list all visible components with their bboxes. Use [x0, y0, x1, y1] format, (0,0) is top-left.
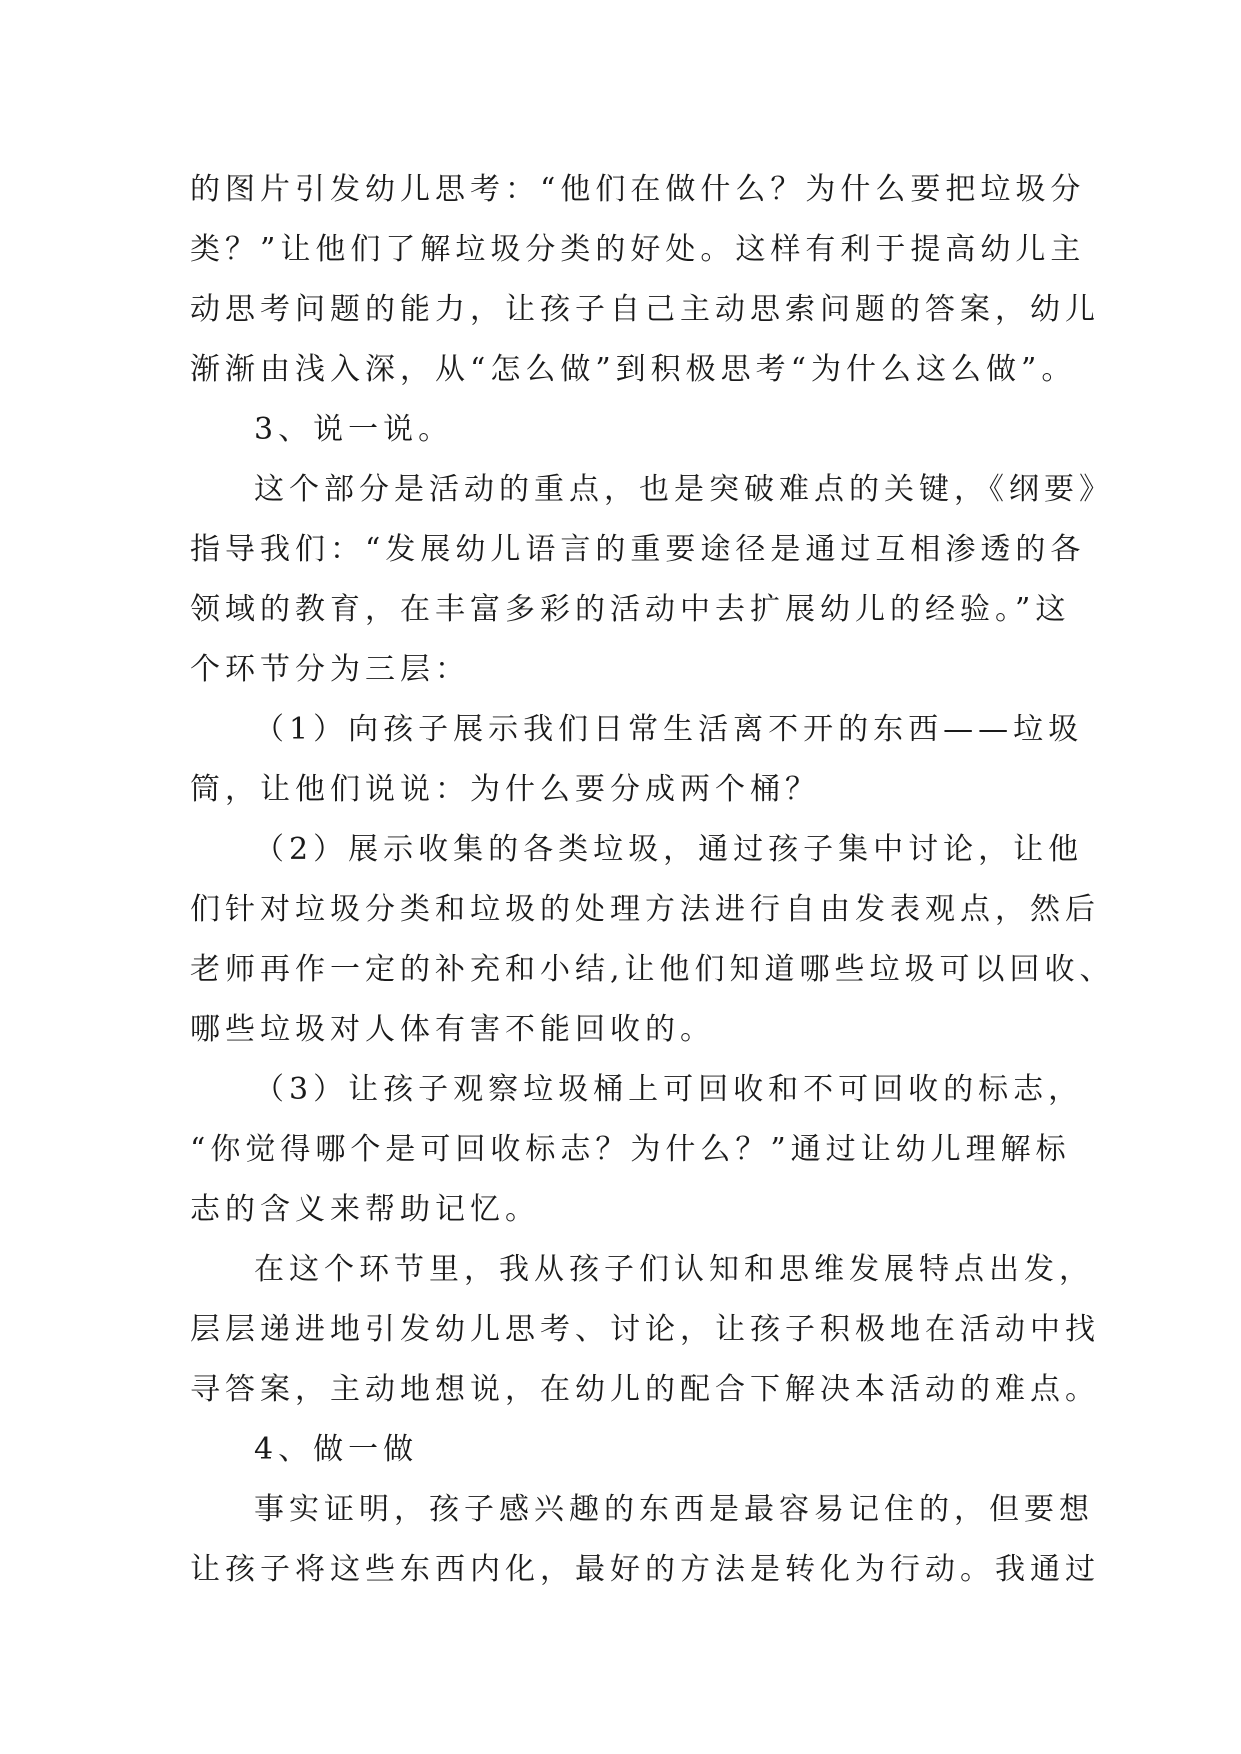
list-item-2: （2）展示收集的各类垃圾，通过孩子集中讨论，让他	[254, 832, 1084, 867]
list-item-3: （3）让孩子观察垃圾桶上可回收和不可回收的标志，	[254, 1072, 1084, 1107]
text-line: 哪些垃圾对人体有害不能回收的。	[190, 1012, 715, 1047]
text-line: 动思考问题的能力，让孩子自己主动思索问题的答案，幼儿	[190, 292, 1100, 327]
text-line: “你觉得哪个是可回收标志？为什么？”通过让幼儿理解标	[190, 1132, 1071, 1167]
section-heading: 3、说一说。	[254, 412, 454, 447]
text-line: 们针对垃圾分类和垃圾的处理方法进行自由发表观点，然后	[190, 892, 1100, 927]
text-line: 让孩子将这些东西内化，最好的方法是转化为行动。我通过	[190, 1552, 1100, 1587]
text-line: 老师再作一定的补充和小结,让他们知道哪些垃圾可以回收、	[190, 952, 1115, 987]
text-line: 指导我们：“发展幼儿语言的重要途径是通过互相渗透的各	[190, 532, 1086, 567]
text-line: 类？”让他们了解垃圾分类的好处。这样有利于提高幼儿主	[190, 232, 1086, 267]
text-line: 渐渐由浅入深，从“怎么做”到积极思考“为什么这么做”。	[190, 352, 1077, 387]
text-line: 筒，让他们说说：为什么要分成两个桶？	[190, 772, 820, 807]
text-line: 志的含义来帮助记忆。	[190, 1192, 540, 1227]
text-line: 领域的教育，在丰富多彩的活动中去扩展幼儿的经验。”这	[190, 592, 1071, 627]
text-line: 这个部分是活动的重点，也是突破难点的关键，《纲要》	[254, 472, 1114, 507]
text-line: 寻答案，主动地想说，在幼儿的配合下解决本活动的难点。	[190, 1372, 1100, 1407]
section-heading: 4、做一做	[254, 1432, 419, 1467]
text-line: 的图片引发幼儿思考：“他们在做什么？为什么要把垃圾分	[190, 172, 1086, 207]
body-text	[190, 160, 1115, 1600]
text-line: 层层递进地引发幼儿思考、讨论，让孩子积极地在活动中找	[190, 1312, 1100, 1347]
text-line: 在这个环节里，我从孩子们认知和思维发展特点出发，	[254, 1252, 1094, 1287]
list-item-1: （1）向孩子展示我们日常生活离不开的东西——垃圾	[254, 712, 1084, 747]
text-line: 个环节分为三层：	[190, 652, 470, 687]
text-line: 事实证明，孩子感兴趣的东西是最容易记住的，但要想	[254, 1492, 1094, 1527]
